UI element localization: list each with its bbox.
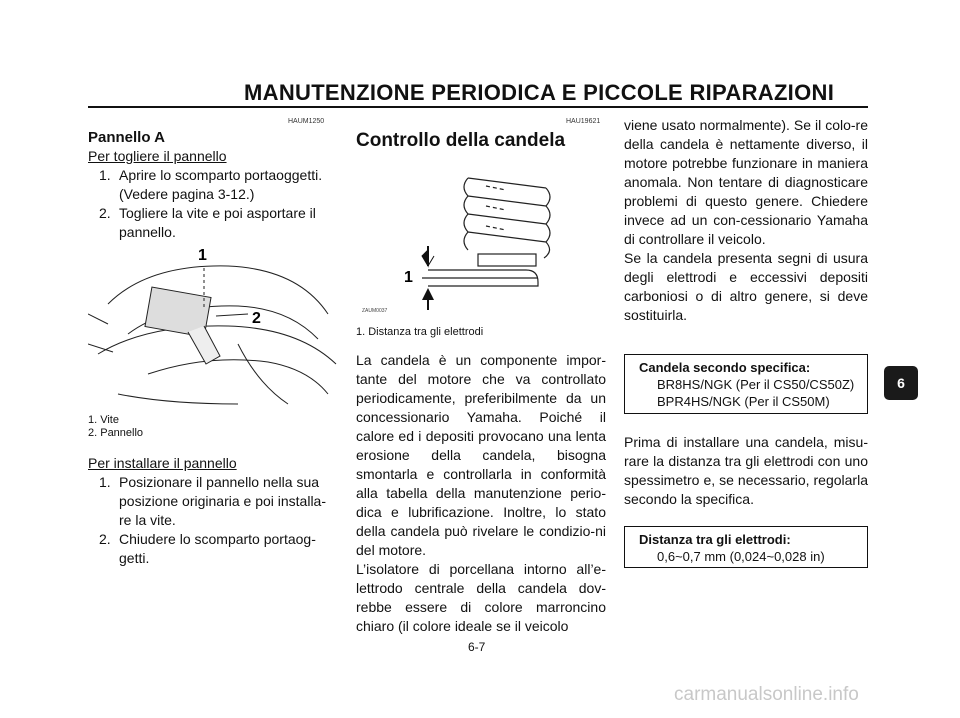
left-column xyxy=(88,128,338,242)
list-item: 1. Posizionare il pannello nella sua posizione originaria e poi installa-re la vite. xyxy=(99,474,327,528)
remove-steps xyxy=(88,166,338,242)
chapter-tab: 6 xyxy=(884,366,918,400)
middle-paragraph-2: L’isolatore di porcellana intorno all’e-lettrodo centrale della candela dov-rebbe essere di colore marroncino chiaro (il colore ideale se il veicolo xyxy=(356,561,606,634)
spark-plug-spec-box xyxy=(624,354,868,414)
right-body xyxy=(624,116,868,325)
figure-code: ZAUM0037 xyxy=(362,308,388,314)
install-steps xyxy=(88,473,338,568)
spec-line: 0,6~0,7 mm (0,024~0,028 in) xyxy=(657,549,825,564)
spark-plug-illustration xyxy=(356,166,606,326)
panel-captions xyxy=(88,414,338,440)
spark-plug-heading: Controllo della candela xyxy=(356,130,566,151)
spark-plug-caption: 1. Distanza tra gli elettrodi xyxy=(356,326,484,338)
middle-body xyxy=(356,351,606,636)
section-code-left: HAUM1250 xyxy=(288,118,325,125)
spec-title: Distanza tra gli elettrodi: xyxy=(639,532,791,547)
electrode-gap-spec-box xyxy=(624,526,868,568)
caption-1: 1. Vite xyxy=(88,414,119,426)
spec-line: BPR4HS/NGK (Per il CS50M) xyxy=(657,394,830,409)
right-paragraph-1: viene usato normalmente). Se il colo-re della candela è nettamente diverso, il motore potrebbe funzionare in maniera anomala. Non tentare di diagnosticare problemi di questo genere. Chiedere invece ad un con-cessionario Yamaha di controllare il veicolo. xyxy=(624,117,868,247)
caption-2: 2. Pannello xyxy=(88,427,144,439)
list-item: 2. Togliere la vite e poi asportare il pannello. xyxy=(99,205,316,240)
panel-illustration xyxy=(88,244,340,410)
list-item: 1. Aprire lo scomparto portaoggetti. (Vedere pagina 3-12.) xyxy=(99,167,323,202)
page-header-title: MANUTENZIONE PERIODICA E PICCOLE RIPARAZIONI xyxy=(244,80,835,105)
right-paragraph-3: Prima di installare una candela, misu-rare la distanza tra gli elettrodi con uno spessimetro e, se necessario, regolarla secondo la specifica. xyxy=(624,434,868,507)
list-item: 2. Chiudere lo scomparto portaog-getti. xyxy=(99,531,316,566)
header-rule xyxy=(88,106,868,108)
figure-label-gap: 1 xyxy=(404,269,413,286)
remove-title: Per togliere il pannello xyxy=(88,148,227,164)
spec-title: Candela secondo specifica: xyxy=(639,360,811,375)
panel-heading: Pannello A xyxy=(88,129,165,146)
figure-label-1: 1 xyxy=(198,247,207,264)
section-code-middle: HAU19621 xyxy=(566,118,601,125)
figure-label-2: 2 xyxy=(252,310,261,327)
page-number: 6-7 xyxy=(468,640,486,654)
spec-line: BR8HS/NGK (Per il CS50/CS50Z) xyxy=(657,377,855,392)
install-section xyxy=(88,454,338,568)
right-paragraph-2: Se la candela presenta segni di usura degli elettrodi e eccessivi depositi carboniosi o di altro genere, si deve sostituirla. xyxy=(624,250,868,323)
watermark: carmanualsonline.info xyxy=(674,684,859,705)
middle-paragraph-1: La candela è un componente impor-tante del motore che va controllato periodicamente, preferibilmente da un concessionario Yamaha. Poiché il calore ed i depositi provocano una lenta erosione della candela, bisogna smontarla e controllarla in conformità alla tabella della manutenzione perio-dica e lubrificazione. Inoltre, lo stato della candela può rivelare le condizio-ni del motore. xyxy=(356,352,606,558)
install-title: Per installare il pannello xyxy=(88,455,237,471)
